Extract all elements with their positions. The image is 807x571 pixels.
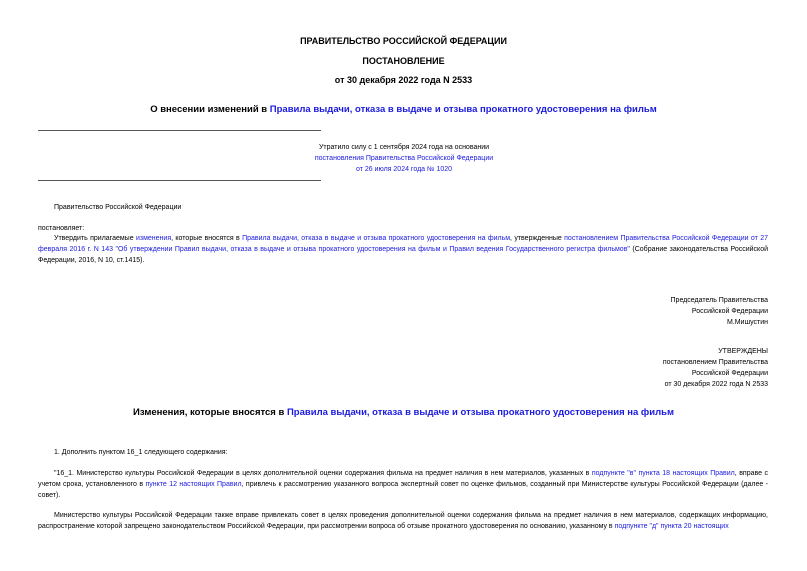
expiry-link-resolution[interactable]: постановления Правительства Российской Федерации xyxy=(314,155,494,162)
subpoint-v-link[interactable]: подпункте "в" пункта 18 настоящих Правил xyxy=(591,470,735,477)
subpoint-d-link[interactable]: подпункте "д" пункта 20 настоящих xyxy=(614,523,729,530)
p2-text-c: , привлечь к рассмотрению указанного вопроса экспертный совет по оценке фильмов, созданный при Министерстве культуры Российской Федерации (далее - совет). xyxy=(38,481,768,499)
changes-title-rules-link[interactable]: Правила выдачи, отказа в выдаче и отзыва прокатного удостоверения на фильм xyxy=(286,407,674,418)
document-title xyxy=(0,104,807,115)
expiry-line-1: Утратило силу с 1 сентября 2024 года на основании xyxy=(318,144,490,151)
p2-text-b: , вправе с учетом срока, установленного в xyxy=(38,470,769,488)
resolution-143-link[interactable]: постановлением Правительства Российской Федерации от 27 февраля 2016 г. N 143 "Об утверждении Правил выдачи, отказа в выдаче и отзыва прокатного удостоверения на фильм и Правил ведения Государственного регистра фильмов" xyxy=(38,235,768,253)
divider-top xyxy=(38,130,321,131)
changes-title xyxy=(0,407,807,418)
paragraph-16-1 xyxy=(38,468,768,501)
p2-text-a: "16_1. Министерство культуры Российской Федерации в целях дополнительной оценки содержания фильма на предмет наличия в нем материалов, указанных в xyxy=(54,470,592,477)
signature-line-1: Председатель Правительства xyxy=(670,297,768,304)
paragraph-approve xyxy=(38,233,768,266)
p1-text-d: (Собрание законодательства Российской Федерации, 2016, N 10, ст.1415). xyxy=(38,246,768,264)
approved-line-1: УТВЕРЖДЕНЫ xyxy=(718,348,768,355)
title-prefix: О внесении изменений в xyxy=(150,104,270,115)
issuer-text: Правительство Российской Федерации xyxy=(54,204,182,211)
approved-line-3: Российской Федерации xyxy=(691,370,768,377)
approved-line-4: от 30 декабря 2022 года N 2533 xyxy=(664,381,768,388)
expiry-link-date[interactable]: от 26 июля 2024 года № 1020 xyxy=(355,166,453,173)
signature-line-2: Российской Федерации xyxy=(691,308,768,315)
signature-line-3: М.Мишустин xyxy=(726,319,768,326)
approved-block xyxy=(663,346,768,390)
doc-type-heading: ПОСТАНОВЛЕНИЕ xyxy=(362,56,445,66)
date-number-heading: от 30 декабря 2022 года N 2533 xyxy=(334,75,473,85)
p1-text-b: , которые вносятся в xyxy=(171,235,243,242)
item-1-text: 1. Дополнить пунктом 16_1 следующего содержания: xyxy=(54,449,228,456)
p1-text-a: Утвердить прилагаемые xyxy=(54,235,136,242)
resolves-text: постановляет: xyxy=(38,225,85,232)
paragraph-council xyxy=(38,510,768,532)
signature-block xyxy=(671,295,768,328)
point-12-link[interactable]: пункте 12 настоящих Правил xyxy=(145,481,242,488)
approved-line-2: постановлением Правительства xyxy=(662,359,768,366)
divider-bottom xyxy=(38,180,321,181)
expiry-notice xyxy=(230,142,578,175)
org-heading: ПРАВИТЕЛЬСТВО РОССИЙСКОЙ ФЕДЕРАЦИИ xyxy=(300,36,507,46)
p3-text-a: Министерство культуры Российской Федерации также вправе привлекать совет в целях проведения дополнительной оценки содержания фильма на предмет наличия в нем материалов, содержащих информацию, распространение которой запрещено законодательством Российской Федерации, при рассмотрении вопроса об отзыве прокатного удостоверения по основанию, указанному в xyxy=(38,512,768,530)
p1-text-c: , утвержденные xyxy=(510,235,565,242)
rules-link[interactable]: Правила выдачи, отказа в выдаче и отзыва прокатного удостоверения на фильм xyxy=(242,235,511,242)
changes-link[interactable]: изменения xyxy=(135,235,172,242)
changes-title-prefix: Изменения, которые вносятся в xyxy=(133,407,287,418)
title-rules-link[interactable]: Правила выдачи, отказа в выдаче и отзыва прокатного удостоверения на фильм xyxy=(269,104,657,115)
